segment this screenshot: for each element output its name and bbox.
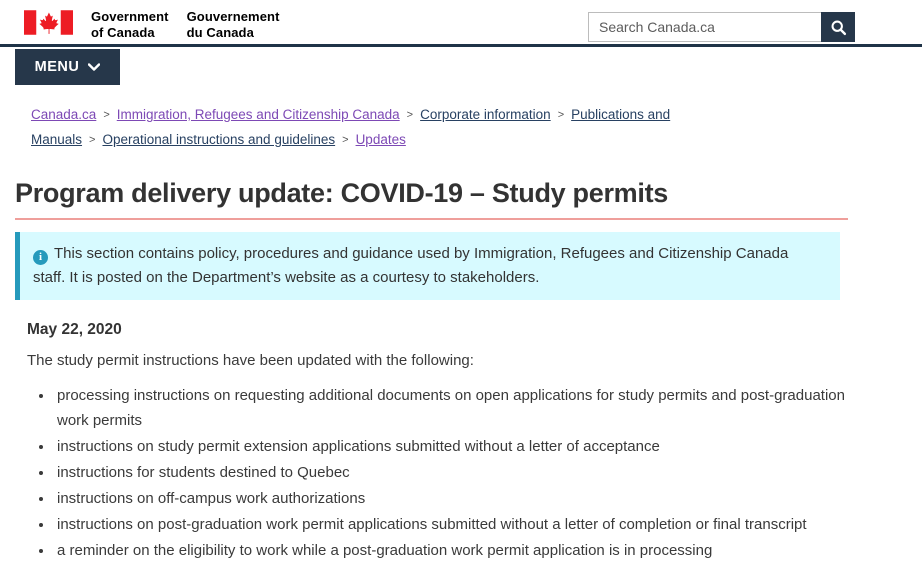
signature-fr-line2: du Canada (186, 25, 254, 41)
breadcrumb-separator: > (406, 109, 414, 121)
list-item: • instructions on off-campus work authorizations (54, 486, 872, 511)
government-of-canada-logo[interactable] (24, 9, 280, 42)
breadcrumb (31, 103, 791, 153)
menu-button[interactable] (15, 49, 120, 85)
breadcrumb-separator: > (342, 134, 349, 146)
site-header (0, 0, 922, 47)
search-button[interactable] (821, 12, 855, 42)
breadcrumb-link-corporate-information[interactable]: Corporate information (420, 107, 551, 122)
list-item: • a reminder on the eligibility to work while a post-graduation work permit application is in processing (54, 538, 872, 563)
signature-en-line1: Government (91, 9, 169, 24)
update-date-heading: May 22, 2020 (27, 321, 122, 338)
canada-flag-icon (24, 10, 73, 35)
breadcrumb-separator: > (89, 134, 96, 146)
page-title: Program delivery update: COVID-19 – Study permits (15, 178, 848, 220)
intro-paragraph: The study permit instructions have been updated with the following: (27, 352, 474, 369)
list-item: • processing instructions on requesting additional documents on open applications for study permits and post-graduation work permits (54, 383, 872, 433)
menu-bar (0, 47, 922, 87)
chevron-down-icon (88, 63, 100, 71)
list-item: • instructions on post-graduation work permit applications submitted without a letter of completion or final transcript (54, 512, 872, 537)
breadcrumb-link-operational-instructions[interactable]: Operational instructions and guidelines (102, 132, 336, 147)
list-item: • instructions on study permit extension applications submitted without a letter of acceptance (54, 434, 872, 459)
info-icon: i (33, 250, 48, 265)
breadcrumb-link-canada-ca[interactable]: Canada.ca (31, 107, 97, 122)
menu-button-label: MENU (34, 59, 80, 75)
breadcrumb-link-publications-and-manuals[interactable]: Publications and Manuals (31, 107, 671, 147)
breadcrumb-link-updates[interactable]: Updates (355, 132, 406, 147)
breadcrumb-link-ircc[interactable]: Immigration, Refugees and Citizenship Canada (116, 107, 400, 122)
signature-fr-line1: Gouvernement (186, 9, 280, 24)
signature-en-line2: of Canada (91, 25, 155, 41)
search-input[interactable] (588, 12, 821, 42)
breadcrumb-separator: > (103, 109, 110, 121)
main-content (0, 178, 922, 563)
updates-list (27, 383, 872, 563)
site-search (588, 12, 855, 42)
magnifier-icon (830, 19, 847, 36)
info-alert-box (15, 232, 840, 300)
list-item: • instructions for students destined to Quebec (54, 460, 872, 485)
signature-french (187, 9, 280, 42)
breadcrumb-separator: > (557, 109, 565, 121)
signature-english (91, 9, 169, 42)
info-alert-text: This section contains policy, procedures and guidance used by Immigration, Refugees and Citizenship Canada staff. It is posted on the Department’s website as a courtesy to stakeholders. (33, 245, 789, 286)
